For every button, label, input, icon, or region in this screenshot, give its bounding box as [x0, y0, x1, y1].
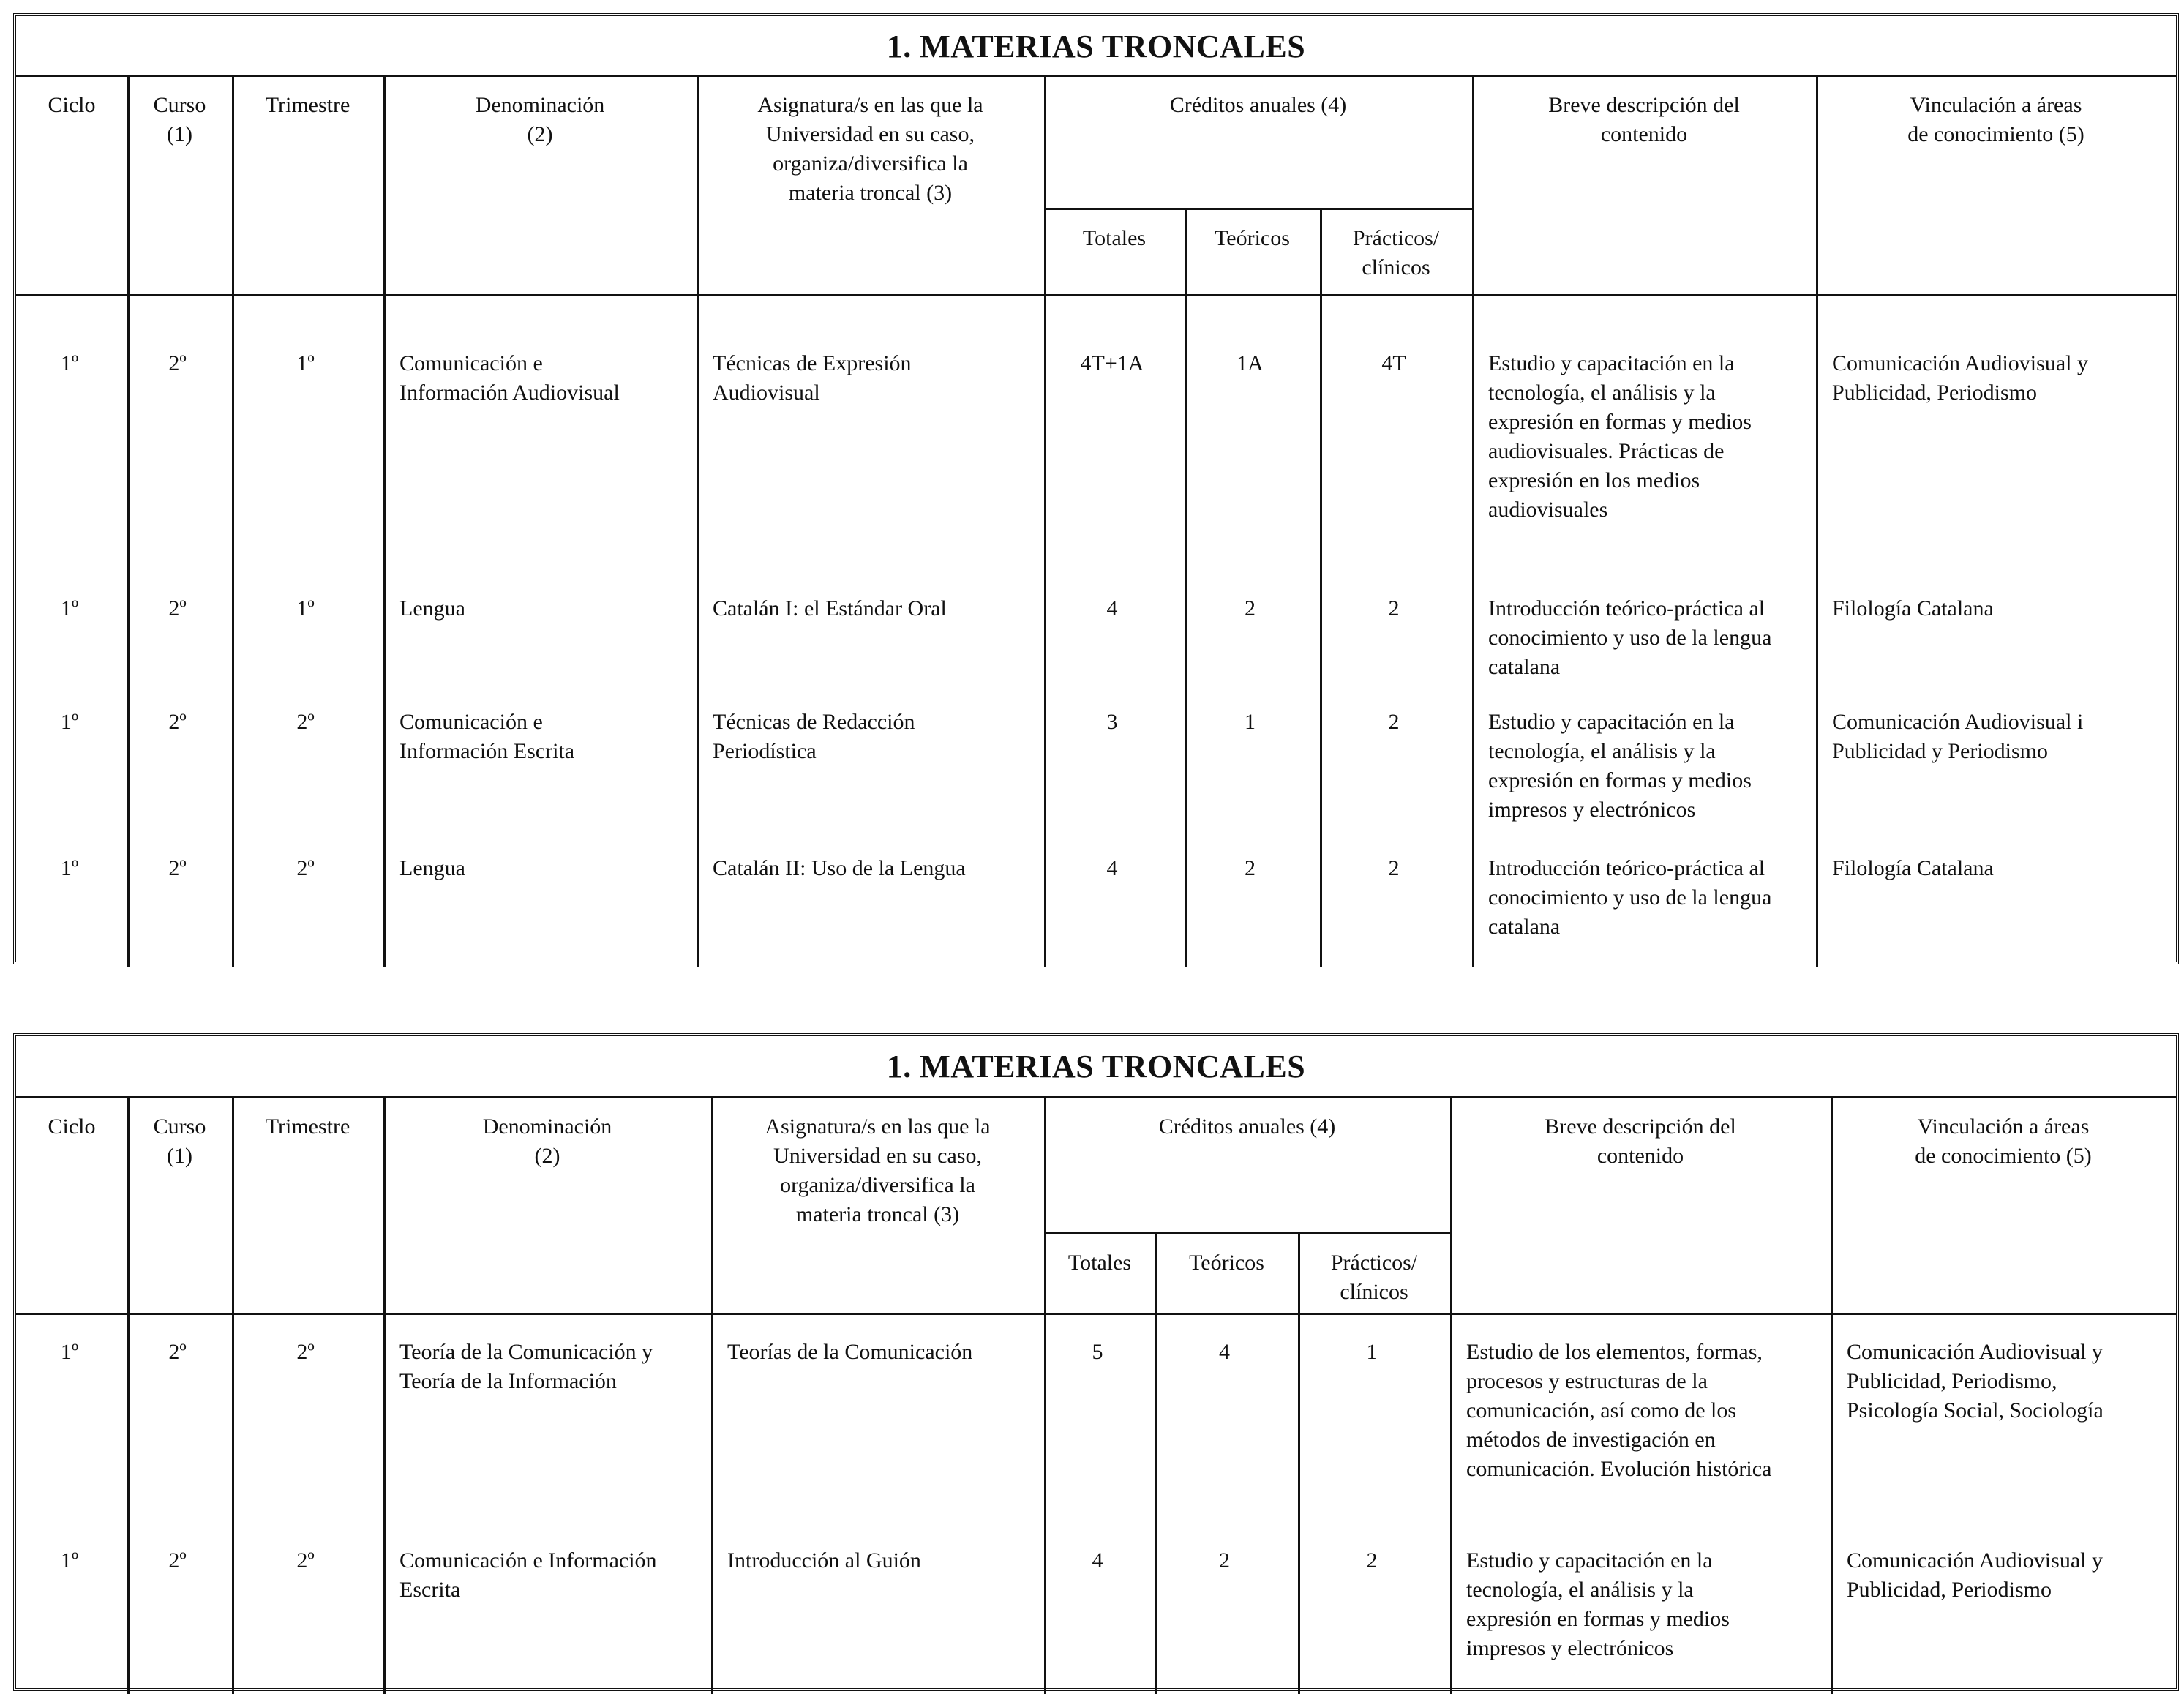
cell-teoricos: 2	[1219, 1548, 1230, 1573]
cell-denominacion: Teoría de la Comunicación y Teoría de la Información	[399, 1340, 653, 1393]
header-practicos: Prácticos/ clínicos	[1330, 1251, 1418, 1304]
header-vinculacion: Vinculación a áreas de conocimiento (5)	[1915, 1114, 2092, 1168]
cell-ciclo: 1º	[60, 1340, 79, 1364]
cell-practicos: 2	[1388, 710, 1400, 734]
cell-trimestre: 2º	[296, 1548, 315, 1573]
creditos-subheader-divider	[1044, 1232, 1450, 1234]
cell-descripcion: Introducción teórico-práctica al conocimiento y uso de la lengua catalana	[1488, 856, 1772, 939]
column-divider	[1472, 75, 1474, 967]
cell-teoricos: 2	[1245, 596, 1256, 621]
header-trimestre: Trimestre	[265, 93, 350, 117]
column-divider	[383, 1096, 386, 1694]
header-divider	[16, 1313, 2176, 1315]
column-divider	[383, 75, 386, 967]
column-divider	[1450, 1096, 1452, 1694]
cell-descripcion: Introducción teórico-práctica al conocimiento y uso de la lengua catalana	[1488, 596, 1772, 679]
cell-practicos: 1	[1366, 1340, 1378, 1364]
header-descripcion: Breve descripción del contenido	[1548, 93, 1740, 146]
header-ciclo: Ciclo	[48, 1114, 96, 1139]
cell-teoricos: 2	[1245, 856, 1256, 880]
header-denominacion: Denominación (2)	[482, 1114, 612, 1168]
header-totales: Totales	[1082, 226, 1147, 250]
cell-vinculacion: Comunicación Audiovisual y Publicidad, Periodismo	[1832, 351, 2088, 405]
header-ciclo: Ciclo	[48, 93, 96, 117]
cell-vinculacion: Comunicación Audiovisual y Publicidad, Periodismo	[1847, 1548, 2103, 1602]
cell-ciclo: 1º	[60, 1548, 79, 1573]
column-divider	[127, 75, 130, 967]
cell-ciclo: 1º	[60, 710, 79, 734]
cell-trimestre: 2º	[296, 710, 315, 734]
cell-asignatura: Introducción al Guión	[727, 1548, 921, 1573]
column-divider	[1044, 75, 1046, 967]
column-divider	[232, 1096, 234, 1694]
header-vinculacion: Vinculación a áreas de conocimiento (5)	[1907, 93, 2084, 146]
cell-denominacion: Lengua	[399, 596, 465, 621]
cell-practicos: 4T	[1381, 351, 1406, 375]
cell-curso: 2º	[168, 1340, 187, 1364]
header-descripcion: Breve descripción del contenido	[1545, 1114, 1736, 1168]
header-creditos: Créditos anuales (4)	[1158, 1114, 1336, 1139]
creditos-subheader-divider	[1044, 208, 1472, 210]
cell-vinculacion: Filología Catalana	[1832, 596, 1994, 621]
cell-asignatura: Catalán II: Uso de la Lengua	[713, 856, 966, 880]
cell-teoricos: 1	[1245, 710, 1256, 734]
header-asignatura: Asignatura/s en las que la Universidad en su caso, organiza/diversifica la materia troncal (3)	[765, 1114, 991, 1226]
header-trimestre: Trimestre	[265, 1114, 350, 1139]
cell-totales: 5	[1092, 1340, 1103, 1364]
cell-practicos: 2	[1388, 856, 1400, 880]
cell-denominacion: Lengua	[399, 856, 465, 880]
cell-descripcion: Estudio y capacitación en la tecnología, el análisis y la expresión en formas y medios audiovisuales. Prácticas de expresión en los medios audiovisuales	[1488, 351, 1752, 522]
header-teoricos: Teóricos	[1215, 226, 1290, 250]
cell-trimestre: 2º	[296, 1340, 315, 1364]
title-divider	[16, 75, 2176, 77]
column-divider	[1155, 1232, 1157, 1694]
cell-practicos: 2	[1388, 596, 1400, 621]
cell-asignatura: Teorías de la Comunicación	[727, 1340, 973, 1364]
cell-denominacion: Comunicación e Información Escrita	[399, 710, 575, 763]
title-divider	[16, 1096, 2176, 1098]
cell-trimestre: 1º	[296, 351, 315, 375]
table-title: 1. MATERIAS TRONCALES	[886, 1049, 1306, 1084]
cell-descripcion: Estudio y capacitación en la tecnología, el análisis y la expresión en formas y medios impresos y electrónicos	[1488, 710, 1752, 822]
cell-descripcion: Estudio y capacitación en la tecnología, el análisis y la expresión en formas y medios impresos y electrónicos	[1466, 1548, 1730, 1660]
header-totales: Totales	[1067, 1251, 1132, 1275]
cell-denominacion: Comunicación e Información Escrita	[399, 1548, 657, 1602]
cell-curso: 2º	[168, 596, 187, 621]
cell-trimestre: 1º	[296, 596, 315, 621]
cell-totales: 3	[1106, 710, 1118, 734]
header-denominacion: Denominación (2)	[475, 93, 605, 146]
header-divider	[16, 294, 2176, 296]
column-divider	[1816, 75, 1818, 967]
cell-descripcion: Estudio de los elementos, formas, procesos y estructuras de la comunicación, así como de los métodos de investigación en comunicación. Evolución histórica	[1466, 1340, 1772, 1481]
cell-denominacion: Comunicación e Información Audiovisual	[399, 351, 620, 405]
cell-teoricos: 4	[1219, 1340, 1230, 1364]
cell-asignatura: Técnicas de Redacción Periodística	[713, 710, 915, 763]
cell-practicos: 2	[1366, 1548, 1378, 1573]
cell-curso: 2º	[168, 1548, 187, 1573]
column-divider	[1044, 1096, 1046, 1694]
column-divider	[1831, 1096, 1833, 1694]
cell-curso: 2º	[168, 351, 187, 375]
cell-asignatura: Técnicas de Expresión Audiovisual	[713, 351, 912, 405]
cell-teoricos: 1A	[1237, 351, 1264, 375]
cell-ciclo: 1º	[60, 351, 79, 375]
cell-totales: 4T+1A	[1080, 351, 1144, 375]
cell-vinculacion: Filología Catalana	[1832, 856, 1994, 880]
header-creditos: Créditos anuales (4)	[1169, 93, 1347, 117]
header-asignatura: Asignatura/s en las que la Universidad en su caso, organiza/diversifica la materia troncal (3)	[757, 93, 983, 205]
cell-vinculacion: Comunicación Audiovisual i Publicidad y Periodismo	[1832, 710, 2084, 763]
table-title: 1. MATERIAS TRONCALES	[886, 29, 1306, 64]
header-curso: Curso (1)	[153, 93, 206, 146]
cell-totales: 4	[1092, 1548, 1103, 1573]
cell-totales: 4	[1106, 856, 1118, 880]
column-divider	[697, 75, 699, 967]
header-practicos: Prácticos/ clínicos	[1352, 226, 1440, 280]
cell-curso: 2º	[168, 856, 187, 880]
cell-vinculacion: Comunicación Audiovisual y Publicidad, Periodismo, Psicología Social, Sociología	[1847, 1340, 2104, 1423]
cell-curso: 2º	[168, 710, 187, 734]
header-teoricos: Teóricos	[1189, 1251, 1264, 1275]
cell-asignatura: Catalán I: el Estándar Oral	[713, 596, 947, 621]
column-divider	[232, 75, 234, 967]
cell-trimestre: 2º	[296, 856, 315, 880]
cell-ciclo: 1º	[60, 596, 79, 621]
column-divider	[127, 1096, 130, 1694]
materias-troncales-table-1	[13, 13, 2179, 964]
cell-ciclo: 1º	[60, 856, 79, 880]
materias-troncales-table-2	[13, 1033, 2179, 1691]
header-curso: Curso (1)	[153, 1114, 206, 1168]
cell-totales: 4	[1106, 596, 1118, 621]
